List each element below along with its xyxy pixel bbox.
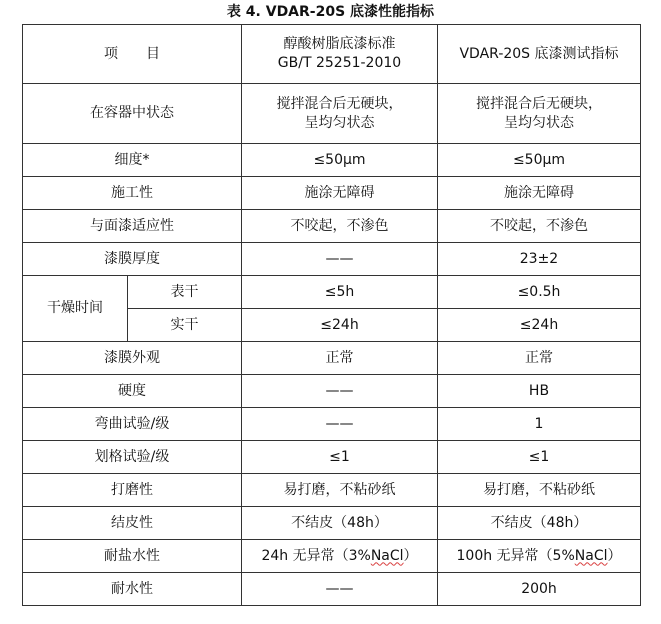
row-label-drying-time: 干燥时间 [23,276,128,342]
table-row [23,375,641,408]
header-standard-line2: GB/T 25251-2010 [277,55,402,71]
row-label: 耐水性 [23,573,242,606]
std-post: ） [403,547,418,564]
row-standard-value: ≤1 [242,441,438,474]
row-test-value: 1 [438,408,641,441]
std-nacl: NaCl [370,547,404,564]
table-row [23,210,641,243]
test-line1: 搅拌混合后无硬块， [476,95,602,112]
row-label: 打磨性 [23,474,242,507]
row-standard-value: 易打磨，不粘砂纸 [242,474,438,507]
performance-table [22,24,641,606]
row-label: 漆膜厚度 [23,243,242,276]
row-test-value: 200h [438,573,641,606]
row-label: 与面漆适应性 [23,210,242,243]
test-line2: 呈均匀状态 [504,114,574,131]
row-test-value [438,84,641,144]
row-test-value: ≤50μm [438,144,641,177]
row-label: 施工性 [23,177,242,210]
table-row [23,144,641,177]
row-label: 结皮性 [23,507,242,540]
row-label: 在容器中状态 [23,84,242,144]
row-test-value: 不咬起，不渗色 [438,210,641,243]
header-item-cell [23,25,242,84]
row-label: 划格试验/级 [23,441,242,474]
table-header-row [23,25,641,84]
table-row [23,441,641,474]
row-standard-value: 不咬起，不渗色 [242,210,438,243]
table-row [23,243,641,276]
row-sublabel: 表干 [128,276,242,309]
row-label: 耐盐水性 [23,540,242,573]
table-row [23,540,641,573]
row-standard-value: 施涂无障碍 [242,177,438,210]
row-standard-value: —— [242,408,438,441]
row-standard-value: ≤50μm [242,144,438,177]
row-label: 硬度 [23,375,242,408]
std-line1: 搅拌混合后无硬块， [276,95,403,112]
table-row [23,507,641,540]
row-standard-value [242,84,438,144]
row-test-value: ≤0.5h [438,276,641,309]
row-test-value [438,540,641,573]
row-test-value: HB [438,375,641,408]
row-sublabel: 实干 [128,309,242,342]
std-line2: 呈均匀状态 [304,114,375,131]
row-standard-value: —— [242,573,438,606]
row-standard-value: 不结皮（48h） [242,507,438,540]
test-pre: 100h 无异常（5% [456,547,575,564]
std-pre: 24h 无异常（3% [261,547,371,564]
row-standard-value: ≤5h [242,276,438,309]
row-label: 弯曲试验/级 [23,408,242,441]
header-item-part1: 项 [104,45,118,62]
row-standard-value: —— [242,243,438,276]
header-test-cell: VDAR-20S 底漆测试指标 [438,25,641,84]
row-standard-value: 正常 [242,342,438,375]
header-item-part2: 目 [146,45,160,62]
row-standard-value [242,540,438,573]
table-row [23,408,641,441]
table-row [23,474,641,507]
test-post: ） [607,547,622,564]
test-nacl: NaCl [574,547,608,564]
row-test-value: 23±2 [438,243,641,276]
row-test-value: 易打磨，不粘砂纸 [438,474,641,507]
table-row [23,84,641,144]
row-test-value: 不结皮（48h） [438,507,641,540]
row-test-value: ≤1 [438,441,641,474]
row-label: 漆膜外观 [23,342,242,375]
row-test-value: 施涂无障碍 [438,177,641,210]
row-test-value: ≤24h [438,309,641,342]
table-row [23,276,641,309]
table-row [23,573,641,606]
header-standard-cell [242,25,438,84]
row-standard-value: —— [242,375,438,408]
row-standard-value: ≤24h [242,309,438,342]
row-test-value: 正常 [438,342,641,375]
table-row [23,342,641,375]
table-row [23,177,641,210]
table-caption: 表 4. VDAR-20S 底漆性能指标 [226,4,435,20]
header-standard-line1: 醇酸树脂底漆标准 [283,36,396,52]
row-label: 细度* [23,144,242,177]
